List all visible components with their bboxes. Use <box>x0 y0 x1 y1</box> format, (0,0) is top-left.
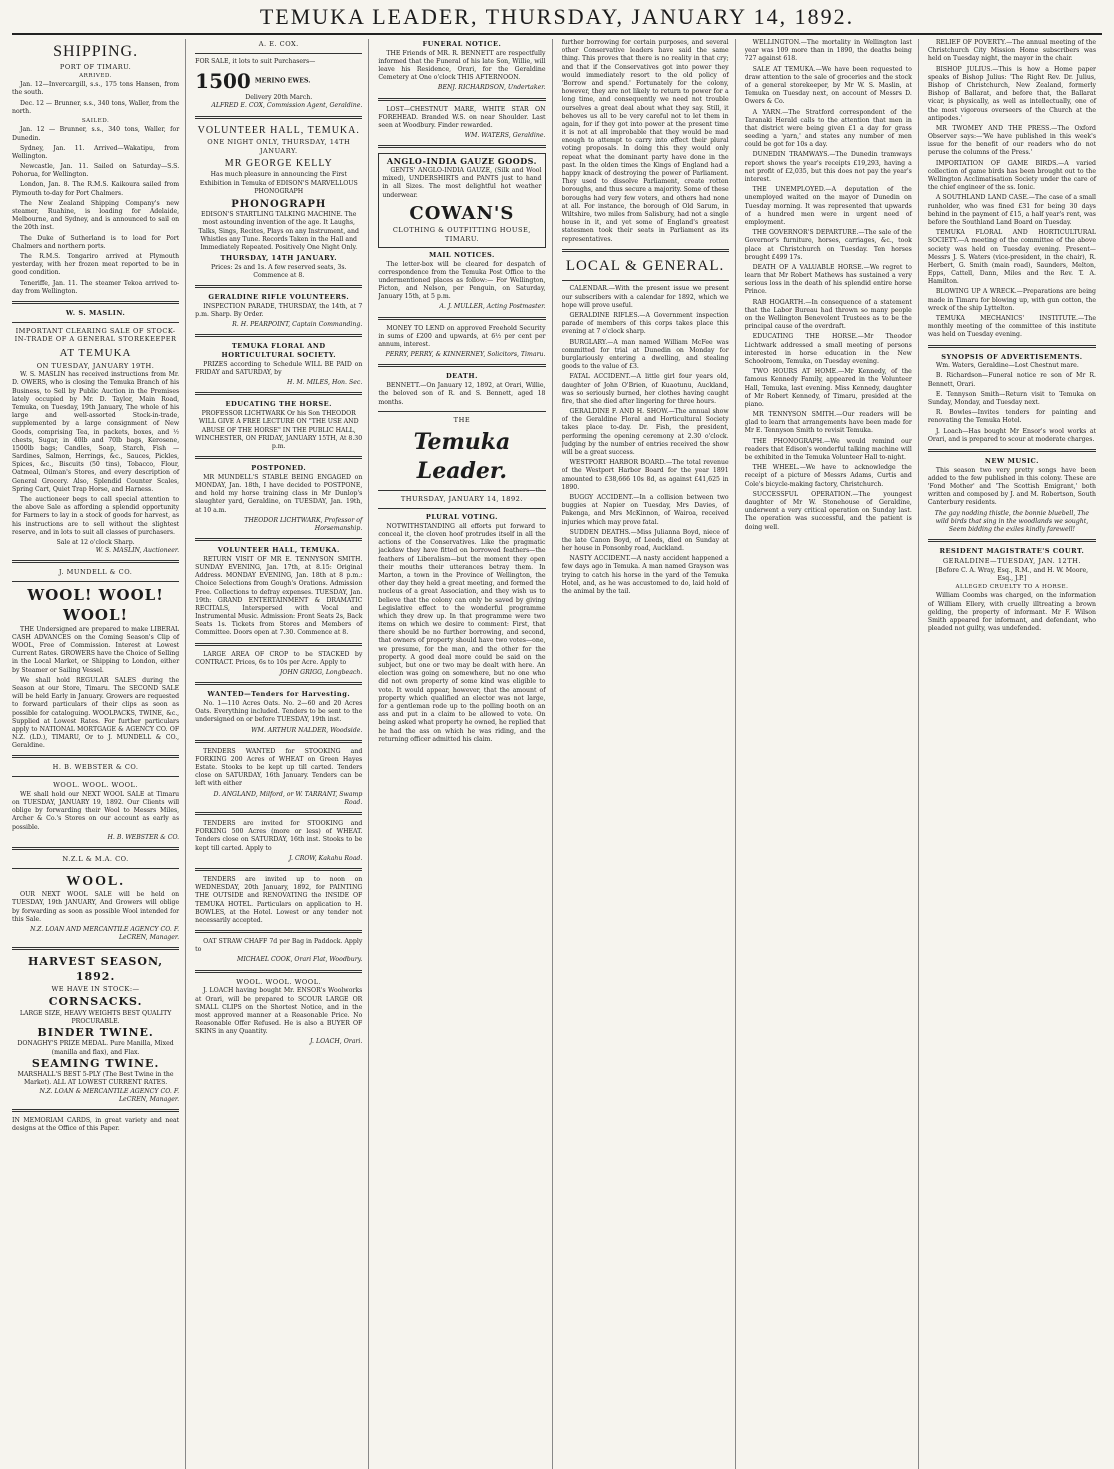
court-bench: [Before C. A. Wray, Esq., R.M., and H. W. Moore, Esq., J.P.] <box>935 566 1089 582</box>
the-label: THE <box>453 415 471 424</box>
column-6 <box>928 39 1102 1469</box>
news-item: GERALDINE RIFLES.—A Government inspection parade of members of this corps takes place this evening at 7 o'clock sharp. <box>561 312 729 336</box>
paper-date: THURSDAY, JANUARY 14, 1892. <box>400 495 523 504</box>
columns <box>12 39 1102 1469</box>
cox-offer <box>195 68 362 94</box>
phonograph-prices: Prices: 2s and 1s. A few reserved seats, 3s. Commence at 8. <box>210 263 347 280</box>
divider <box>378 317 545 320</box>
rifle-title: GERALDINE RIFLE VOLUNTEERS. <box>208 293 350 302</box>
money-body: MONEY TO LEND on approved Freehold Security in sums of £200 and upwards, at 6½ per cent per annum, interest. <box>378 324 546 349</box>
local-general-title: LOCAL & GENERAL. <box>565 257 725 274</box>
news-item: MR TWOMEY AND THE PRESS.—The Oxford Observer says:—'We have published in this week's issue for the benefit of our readers who do not peruse the columns of the Press.' <box>927 124 1096 157</box>
local-news-list-continued <box>745 39 912 532</box>
loach-body: J. LOACH having bought Mr. ENSOR's Woolworks at Orari, will be prepared to SCOUR LARGE OR SMALL CLIPS on the Shortest Notice, and in the most approved manner at a Reasonable Price. No Reasonable Offer Refused. He is also a BUYER OF SKINS in any Quantity. <box>195 987 363 1036</box>
divider <box>928 539 1096 542</box>
court-date: GERALDINE—TUESDAY, JAN. 12TH. <box>942 556 1081 565</box>
cox-body: FOR SALE, it lots to suit Purchasers— <box>195 57 316 65</box>
divider <box>195 682 362 685</box>
port-heading: PORT OF TIMARU. <box>59 63 132 72</box>
loach-signature: J. LOACH, Orari. <box>310 1038 363 1046</box>
news-item: IMPORTATION OF GAME BIRDS.—A varied collection of game birds has been brought out to the Wellington Acclimatisation Society under the care of the chief engineer of the ss. Ionic. <box>927 159 1096 192</box>
nzl-title: N.Z.L & M.A. CO. <box>62 854 129 863</box>
postponed-signature: THEODOR LICHTWARK, Professor of Horsemanship. <box>244 516 363 532</box>
divider <box>195 740 362 743</box>
phonograph-heading: PHONOGRAPH <box>231 199 327 210</box>
divider <box>195 812 362 815</box>
webster-wool: WOOL. WOOL. WOOL. <box>53 781 139 790</box>
loach-wool: WOOL. WOOL. WOOL. <box>236 977 322 986</box>
mundell-body: THE Undersigned are prepared to make LIBERAL CASH ADVANCES on the Coming Season's Clip of WOOL, Free of Commission. Interest at Lowest Current Rates. GROWERS have the Choice of Selling in the Local Market, or Shipping to London, either by Steamer or Sailing Vessel. <box>12 625 180 674</box>
cowans-name: COWAN'S <box>409 202 515 224</box>
synopsis-item: E. Tennyson Smith—Return visit to Temuka on Sunday, Monday, and Tuesday next. <box>927 390 1096 407</box>
maslin-date: ON TUESDAY, JANUARY 19TH. <box>36 361 155 370</box>
column-1 <box>12 39 186 1469</box>
masthead: TEMUKA LEADER, THURSDAY, JANUARY 14, 1892. <box>12 4 1102 35</box>
binder-heading: BINDER TWINE. <box>37 1025 154 1039</box>
paper-title: Temuka Leader. <box>413 429 511 485</box>
column-5 <box>745 39 919 1469</box>
divider <box>12 1109 179 1112</box>
sailed-label: SAILED. <box>81 117 110 124</box>
divider <box>195 970 362 973</box>
nzl-wool: WOOL. <box>66 873 125 889</box>
horse-body: PROFESSOR LICHTWARK Or his Son THEODOR WILL GIVE A FREE LECTURE ON "THE USE AND ABUSE OF THE HORSE" IN THE PUBLIC HALL, WINCHESTER, ON FRIDAY, JANUARY 15TH, At 8.30 p.m. <box>195 410 363 450</box>
news-item: GERALDINE F. AND H. SHOW.—The annual show of the Geraldine Floral and Horticultural Society takes place to-day. Dr. Fish, the president, performing the opening ceremony at 2.30 o'clock. Judging by the number of entries received the show will be a great success. <box>561 408 729 457</box>
news-item: SUDDEN DEATHS.—Miss Julianna Boyd, niece of the late Canon Boyd, of Leeds, died on Sunday at her house in Ponsonby road, Auckland. <box>561 528 729 553</box>
news-item: DUNEDIN TRAMWAYS.—The Dunedin tramways report shows the year's receipts £19,293, having a net profit of £2,035, but this does not pay the year's interest. <box>744 151 912 183</box>
news-item: A SOUTHLAND LAND CASE.—The case of a small runholder, who was fined £31 for being 30 days behind in the payment of £15, a half year's rent, was before the Southland Land Board on Tuesday. <box>927 194 1096 226</box>
cornsacks-desc: LARGE SIZE, HEAVY WEIGHTS BEST QUALITY PROCURABLE. <box>19 1009 172 1025</box>
harvest-tender-signature: WM. ARTHUR NALDER, Woodside. <box>251 726 363 734</box>
shipping-news-3: The R.M.S. Tongariro arrived at Plymouth yesterday, with her frozen meat reported to be in good condition. <box>12 252 180 277</box>
nzl-body: OUR NEXT WOOL SALE will be held on TUESDAY, 19th JANUARY, And Growers will oblige by forwarding as soon as possible Wool intended for this Sale. <box>12 891 180 923</box>
synopsis-item: B. Richardson—Funeral notice re son of Mr R. Bennett, Orari. <box>927 372 1096 388</box>
maslin-note: The auctioneer begs to call special attention to the above Sale as affording a splendid opportunity for Farmers to lay in a stock of goods for harvest, as his instructions are to sell without the slightest reserve, and in lots to suit all classes of purchasers. <box>12 496 180 536</box>
divider <box>378 411 545 412</box>
webster-body: WE shall hold our NEXT WOOL SALE at Timaru on TUESDAY, JANUARY 19, 1892. Our Clients will oblige by forwarding their Wool to Messrs Miles, Archer & Co.'s Stores on our account as early as possible. <box>12 790 180 831</box>
divider <box>12 947 179 950</box>
mail-body: The letter-box will be cleared for despatch of correspondence from the Temuka Post Office to the undermentioned places as follow:— For Wellington, Picton, and Nelson, per Penguin, on Saturday, January 15th, at 5 p.m. <box>378 260 546 301</box>
funeral-body: THE Friends of MR. R. BENNETT are respectfully informed that the Funeral of his late Son, Willie, will leave his Residence, Orari, for the Geraldine Cemetery at One o'clock THIS AFTERNOON. <box>378 49 546 82</box>
postponed-title: POSTPONED. <box>251 464 307 473</box>
volunteer-hall-sub: ONE NIGHT ONLY, THURSDAY, 14TH JANUARY. <box>207 137 351 155</box>
crop-body: LARGE AREA OF CROP to be STACKED by CONTRACT. Prices, 6s to 10s per Acre. Apply to <box>195 650 363 666</box>
phonograph-date: THURSDAY, 14TH JANUARY. <box>220 254 338 263</box>
divider <box>195 285 362 288</box>
news-item: EDUCATING THE HORSE.—Mr Theodor Lichtwark addressed a small meeting of persons interested in horse education in the New Schoolroom, Temuka, on Tuesday evening. <box>744 333 912 365</box>
cornsacks-heading: CORNSACKS. <box>48 995 143 1008</box>
news-item: SALE AT TEMUKA.—We have been requested to draw attention to the sale of groceries and the stock of a general storekeeper, by Mr W. S. Maslin, at Temuka on Tuesday next, on account of Messrs D. Owers & Co. <box>744 65 912 106</box>
divider <box>195 643 362 646</box>
column-4 <box>562 39 736 1469</box>
divider <box>195 538 362 541</box>
arrival-1: Jan. 12—Invercargill, s.s., 175 tons Hansen, from the south. <box>12 81 180 97</box>
oats-body: TENDERS are invited for STOOKING and FORKING 500 Acres (more or less) of WHEAT. Tenders close on SATURDAY, 16th inst. Stooks to be kept till carted. Apply to <box>195 820 363 852</box>
news-item: NASTY ACCIDENT.—A nasty accident happened a few days ago in Temuka. A man named Grayson was trying to catch his horse in the yard of the Temuka Hotel, and, as he was accustomed to do, laid hold of the animal by the tail. <box>561 555 729 596</box>
seaming-heading: SEAMING TWINE. <box>31 1056 160 1070</box>
shipping-news-1: The New Zealand Shipping Company's new steamer, Ruahine, is loading for Adelaide, Melbourne, and Sydney, and is announced to sail on the 20th inst. <box>12 199 180 232</box>
news-item: THE GOVERNOR'S DEPARTURE.—The sale of the Governor's furniture, horses, carriages, &c., took place at Christchurch on Tuesday. Ten horses brought £499 17s. <box>744 229 912 261</box>
death-body: BENNETT.—On January 12, 1892, at Orari, Willie, the beloved son of R. and S. Bennett, aged 18 months. <box>378 382 546 406</box>
cox-item: MERINO EWES. <box>254 77 311 85</box>
harvest-tender-body: No. 1—110 Acres Oats. No. 2—60 and 20 Acres Oats. Everything included. Tenders to be sent to the undersigned on or before TUESDAY, 19th inst. <box>195 699 363 724</box>
paint-body: TENDERS are invited up to noon on WEDNESDAY, 20th January, 1892, for PAINTING THE OUTSIDE and RENOVATING the INSIDE OF TEMUKA HOTEL. Particulars on application to H. BOWLES, at the Hotel. Lowest or any tender not necessarily accepted. <box>195 875 363 924</box>
cox-title: A. E. COX. <box>258 40 299 48</box>
divider <box>195 116 362 119</box>
funeral-title: FUNERAL NOTICE. <box>422 40 502 48</box>
cowans-sub: CLOTHING & OUTFITTING HOUSE, TIMARU. <box>392 226 531 244</box>
webster-signature: H. B. WEBSTER & CO. <box>107 833 180 841</box>
newcastle-news: Newcastle, Jan. 11. Sailed on Saturday—S.S. Pohorua, for Wellington. <box>12 163 180 179</box>
floral-signature: H. M. MILES, Hon. Sec. <box>286 379 363 387</box>
seaming-desc: MARSHALL'S BEST 5-PLY (The Best Twine in the Market). ALL AT LOWEST CURRENT RATES. <box>17 1071 174 1087</box>
shipping-title: SHIPPING. <box>53 43 139 60</box>
news-item: WELLINGTON.—The mortality in Wellington last year was 109 more than in 1890, the deaths being 727 against 618. <box>744 39 912 63</box>
divider <box>378 490 545 491</box>
divider <box>12 560 179 563</box>
divider <box>12 301 179 304</box>
mail-signature: A. J. MULLER, Acting Postmaster. <box>439 303 546 311</box>
news-item: FATAL ACCIDENT.—A little girl four years old, daughter of John O'Brien, of Kuaotunu, Auckland, was so seriously burned, her clothes having caught fire, that she died after lingering for three hours. <box>561 373 729 405</box>
volunteer-hall-title: VOLUNTEER HALL, TEMUKA. <box>197 124 360 136</box>
memoriam-ad: IN MEMORIAM CARDS, in great variety and neat designs at the Office of this Paper. <box>12 1117 180 1133</box>
news-item: DEATH OF A VALUABLE HORSE.—We regret to learn that Mr Robert Mathews has sustained a very serious loss in the death of his splendid entire horse Prince. <box>744 263 912 296</box>
music-verse: The gay nodding thistle, the bonnie bluebell, The wild birds that sing in the woodlands we sought, Seem bidding the exiles kindly farewell! <box>934 509 1090 533</box>
news-item: TEMUKA FLORAL AND HORTICULTURAL SOCIETY.—A meeting of the committee of the above society was held on Tuesday evening. Present—Messrs J. S. Waters (vice-president, in the chair), R. Herbert, G. Smith (main road), Saunders, Melton, Epps, Cattell, Dann, Miles and the Rev. T. A. Hamilton. <box>927 229 1096 286</box>
sydney-news: Sydney, Jan. 11. Arrived—Wakatipu, from Wellington. <box>12 144 180 160</box>
harvest-signature: N.Z. LOAN & MERCANTILE AGENCY CO. F. LeCREN, Manager. <box>39 1087 180 1103</box>
news-item: THE UNEMPLOYED.—A deputation of the unemployed waited on the mayor of Dunedin on Tuesday morning. It was represented that upwards of a hundred men were in urgent need of employment. <box>744 186 912 226</box>
lost-body: LOST—CHESTNUT MARE, WHITE STAR ON FOREHEAD. Branded W.S. on near Shoulder. Last seen at Woodbury. Finder rewarded. <box>378 105 546 130</box>
news-item: THE PHONOGRAPH.—We would remind our readers that Edison's wonderful talking machine will be exhibited in the Temuka Volunteer Hall to-night. <box>744 437 912 461</box>
divider <box>928 345 1096 348</box>
kelly-body: Has much pleasure in announcing the First Exhibition in Temuka of EDISON'S MARVELLOUS PHONOGRAPH <box>199 171 358 195</box>
death-title: DEATH. <box>445 372 478 381</box>
news-item: RAB HOGARTH.—In consequence of a statement that the Labor Bureau had thrown so many people on the Wellington Benevolent Trustees as to be the principal cause of the overdraft. <box>744 298 912 331</box>
divider <box>195 392 362 395</box>
synopsis-item: J. Loach—Has bought Mr Ensor's wool works at Orari, and is prepared to scour at moderate charges. <box>927 427 1096 443</box>
wool-headline: WOOL! WOOL! WOOL! <box>27 586 164 624</box>
divider <box>195 334 362 337</box>
oats-signature: J. CROW, Kakahu Road. <box>289 854 363 862</box>
funeral-signature: BENJ. RICHARDSON, Undertaker. <box>437 84 546 92</box>
tennyson-body: RETURN VISIT OF MR E. TENNYSON SMITH. SUNDAY EVENING, Jan. 17th, at 8.15: Original Address. MONDAY EVENING, Jan. 18th at 8 p.m.: Choice Selections from Gough's Orations. Admission Free. Collections to defray expenses. TUESDAY, Jan. 19th: GRAND ENTERTAINMENT & DRAMATIC RECITALS, Interspersed with Vocal and Instrumental Music. Admission: Front Seats 2s, Back Seats 1s. Tickets from Stores and Members of Committee. Doors open at 7.30. Commence at 8. <box>195 555 363 637</box>
maslin-time: Sale at 12 o'clock Sharp. <box>56 538 135 546</box>
lost-signature: WM. WATERS, Geraldine. <box>464 132 546 140</box>
synopsis-item: Wm. Waters, Geraldine—Lost Chestnut mare. <box>935 362 1079 370</box>
nzl-signature: N.Z. LOAN AND MERCANTILE AGENCY CO. F. LeCREN, Manager. <box>30 925 180 942</box>
news-item: TEMUKA MECHANICS' INSTITUTE.—The monthly meeting of the committee of this institute was held on Tuesday evening. <box>927 315 1096 339</box>
divider <box>12 755 179 758</box>
editorial-continued: further borrowing for certain purposes, and several other Conservative leaders have said the same thing. This proves that there is no reality in that cry; and that if the Conservatives got into power they would immediately resort to the old policy of 'Borrow and spend.' Fortunately for the colony, however, they are not likely to return to power for a long time, and consequently we need not trouble ourselves a great deal about what they say. Still, it behoves us all to be very careful not to let them in again, for if they got into power at the present time it is not at all improbable that they would be mad enough to attempt to carry into effect their plural voting proposals. In doing this they would only repeat what the dominant party have done in the past. In the olden times the Kings of England had a happy knack of destroying the power of Parliament. They used to dissolve Parliament, create rotten boroughs, and thus secure a majority. Some of these boroughs had very few voters, and others had none at all. For instance, the borough of Old Sarum, in Wiltshire, two miles from Salisbury, had not a single house in it, and yet some of England's greatest statesmen took their seats in Parliament as its representatives. <box>561 39 729 243</box>
divider <box>195 868 362 871</box>
maslin-title: W. S. MASLIN. <box>65 308 126 317</box>
harvest-sub: WE HAVE IN STOCK:— <box>51 985 140 994</box>
crop-signature: JOHN GRIGG, Longbeach. <box>279 669 363 677</box>
divider <box>12 322 179 323</box>
divider <box>928 449 1096 452</box>
rifle-signature: R. H. PEARPOINT, Captain Commanding. <box>232 321 363 329</box>
gauze-body: GENTS' ANGLO-INDIA GAUZE, (Silk and Wool mixed), UNDERSHIRTS and PANTS just to hand in all Sizes. The most delightful hot weather underwear. <box>382 166 542 199</box>
news-item: A YARN.—The Stratford correspondent of the Taranaki Herald calls to the attention that men in that district were being given £1 a day for grass seeding a 'yarn,' and states any number of men could be got for 10s a day. <box>744 108 912 149</box>
synopsis-title: SYNOPSIS OF ADVERTISEMENTS. <box>941 352 1083 361</box>
divider <box>562 249 729 252</box>
arrival-2: Dec. 12 — Brunner, s.s., 340 tons, Waller, from the north. <box>12 99 180 115</box>
news-item: MR TENNYSON SMITH.—Our readers will be glad to learn that arrangements have been made for Mr E. Tennyson Smith to revisit Temuka. <box>744 411 912 435</box>
divider <box>195 930 362 933</box>
maslin-body: W. S. MASLIN has received instructions from Mr. D. OWERS, who is closing the Temuka Branch of his Business, to Sell by Public Auction in the Premises lately occupied by Mr. D. Taylor, Main Road, Temuka, on Tuesday, 19th January, The whole of his large and well-assorted Stock-in-trade, supplemented by a large consignment of New Goods, comprising Tea, in packets, boxes, and ½ chests, Sugar, in 40lb and 70lb bags, Kerosene, 1500lb bags; Candles, Soap, Starch, Fish — Sardines, Salmon, Herrings, &c., Sauces, Pickles, Spices, &c., Biscuits (50 tins), Tobacco, Flour, Oatmeal, Oilman's Stores, and every description of General Grocery. Also, Splendid Counter Scales, Spring Cart, Quiet Trap Horse, and Harness. <box>12 371 180 493</box>
synopsis-list <box>928 362 1096 444</box>
news-item: BURGLARY.—A man named William McFee was committed for trial at Dunedin on Monday for burglariously entering a dwelling, and stealing goods to the value of £3. <box>561 338 729 371</box>
divider <box>12 776 179 777</box>
local-news-list-final <box>928 39 1096 340</box>
arrived-label: ARRIVED. <box>79 72 112 79</box>
column-2 <box>195 39 369 1469</box>
court-body: William Coombs was charged, on the information of William Ellery, with cruelly illtreating a brown gelding, the property of informant. Mr F. Wilson Smith appeared for informant, and defendant, who pleaded not guilty, was undefended. <box>927 592 1096 633</box>
divider <box>195 456 362 459</box>
binder-desc: DONAGHY'S PRIZE MEDAL. Pure Manilla, Mixed (manilla and flax), and Flax. <box>17 1040 174 1056</box>
mundell-title: J. MUNDELL & CO. <box>58 568 133 577</box>
divider <box>12 868 179 869</box>
mail-title: MAIL NOTICES. <box>429 250 495 259</box>
cox-signature: ALFRED E. COX, Commission Agent, Geraldine. <box>211 102 363 110</box>
tennyson-title: VOLUNTEER HALL, TEMUKA. <box>217 546 340 555</box>
news-item: CALENDAR.—With the present issue we present our subscribers with a calendar for 1892, which we hope will prove useful. <box>561 285 729 309</box>
column-3 <box>378 39 552 1469</box>
mundell-body-2: We shall hold REGULAR SALES during the Season at our Store, Timaru. The SECOND SALE will be held Early in January. Growers are requested to forward particulars of their clips as soon as possible for cataloguing. WOOLPACKS, TWINE, &c., Supplied at Lowest Rates. For further particulars apply to NATIONAL MORTGAGE & AGENCY CO. OF N.Z. (LD.), TIMARU, Or to J. MUNDELL & CO., Geraldine. <box>12 676 180 750</box>
plural-voting-title: PLURAL VOTING. <box>425 513 498 522</box>
harvest-title: HARVEST SEASON, 1892. <box>28 955 164 983</box>
music-title: NEW MUSIC. <box>984 456 1039 465</box>
straw-body: OAT STRAW CHAFF 7d per Bag in Paddock. Apply to <box>195 938 363 954</box>
synopsis-item: R. Bowles—Invites tenders for painting and renovating the Temuka Hotel. <box>927 409 1096 425</box>
straw-signature: MICHAEL COOK, Orari Flat, Woodbury. <box>237 956 363 964</box>
news-item: BISHOP JULIUS.—This is how a Home paper speaks of Bishop Julius: 'The Right Rev. Dr. Julius, Bishop of Christchurch, New Zealand, formerly Bishop of Ballarat, and before that, the Ballarat vicar, is physically, as well as intellectually, one of the most vigorous overseers of the Church at the antipodes.' <box>927 65 1096 122</box>
news-item: BUGGY ACCIDENT.—In a collision between two buggies at Napier on Tuesday, Mrs Davies, of Pakenga, and Mrs McKinnon, of Wairoa, received injuries which may prove fatal. <box>561 493 729 526</box>
phonograph-desc: EDISON'S STARTLING TALKING MACHINE. The most astounding invention of the age. It Laughs, Talks, Sings, Recites, Plays on any Instrument, and Whistles any Tune. Records Taken in the Hall and Immediately Repeated. Positively One Night Only. <box>198 211 359 251</box>
court-case: ALLEGED CRUELTY TO A HORSE. <box>955 583 1069 590</box>
news-item: RELIEF OF POVERTY.—The annual meeting of the Christchurch City Mission Home subscribers was held on Tuesday night, the mayor in the chair. <box>927 39 1096 63</box>
news-item: BLOWING UP A WRECK.—Preparations are being made in Timaru for blowing up, with gun cotton, the wreck of the ship Lyttelton. <box>927 288 1096 312</box>
stooking-body: TENDERS WANTED for STOOKING and FORKING 200 Acres of WHEAT on Green Hayes Estate. Stooks to be kept up till carted. Tenders close on SATURDAY, 16th January. Tenders can be left with either <box>195 747 363 788</box>
divider <box>195 53 362 54</box>
gauze-title: ANGLO-INDIA GAUZE GOODS. <box>386 156 537 167</box>
news-item: SUCCESSFUL OPERATION.—The youngest daughter of Mr W. Stonehouse of Geraldine, underwent a very critical operation on Sunday last. The operation was successful, and the patient is doing well. <box>744 490 912 531</box>
harvest-tender-title: WANTED—Tenders for Harvesting. <box>207 690 351 699</box>
cowans-ad <box>378 153 545 247</box>
floral-body: PRIZES according to Schedule WILL BE PAID on FRIDAY and SATURDAY, by <box>195 360 363 377</box>
divider <box>562 280 729 281</box>
music-body: This season two very pretty songs have been added to the few published in this colony. These are 'Fond Mother' and 'The Scottish Emigrant,' both written and composed by J. and M. Robertson, South Canterbury residents. <box>927 466 1096 507</box>
divider <box>378 508 545 509</box>
teneriffe-news: Teneriffe, Jan. 11. The steamer Tekoa arrived to-day from Wellington. <box>12 279 180 295</box>
horse-title: EDUCATING THE HORSE. <box>225 400 332 409</box>
news-item: THE WHEEL.—We have to acknowledge the receipt of a picture of Messrs Adams, Curtis and Cole's bicycle-making factory, Christchurch. <box>744 464 912 488</box>
london-news: London, Jan. 8. The R.M.S. Kaikoura sailed from Plymouth to-day for Port Chalmers. <box>12 181 180 197</box>
news-item: TWO HOURS AT HOME.—Mr Kennedy, of the famous Kennedy Family, appeared in the Volunteer Hall, Temuka, last evening. Miss Kennedy, daughter of Mr Robert Kennedy, of Timaru, presided at the piano. <box>744 368 912 408</box>
cox-date: Delivery 20th March. <box>245 94 313 102</box>
stooking-signature: D. ANGLAND, Milford, or W. TARRANT, Swamp Road. <box>213 790 363 806</box>
divider <box>378 364 545 367</box>
maslin-place: AT TEMUKA <box>59 346 132 359</box>
local-news-list <box>562 285 729 596</box>
maslin-sale: IMPORTANT CLEARING SALE OF STOCK-IN-TRADE OF A GENERAL STOREKEEPER <box>14 326 177 344</box>
cox-number: 1500 <box>195 68 251 93</box>
divider <box>378 145 545 148</box>
postponed-body: MR MUNDELL'S STABLE BEING ENGAGED on MONDAY, Jan. 18th, I have decided to POSTPONE, and hold my horse training class in Mr Dunlop's slaughter yard, Geraldine, on TUESDAY, Jan. 19th, at 10 a.m. <box>195 473 363 514</box>
sailing-1: Jan. 12 — Brunner, s.s., 340 tons, Waller, for Dunedin. <box>12 126 180 142</box>
court-title: RESIDENT MAGISTRATE'S COURT. <box>939 547 1085 556</box>
divider <box>12 581 179 582</box>
plural-voting-body: NOTWITHSTANDING all efforts put forward to conceal it, the cloven hoof protrudes itself in all the actions of the Conservatives. Like the pragmatic jackdaw they have fitted on borrowed feathers—the feathers of Liberalism—but the moment they open their mouths their utterances betray them. In Marton, a town in the Province of Wellington, the other day they held a great meeting, and formed the nucleus of a great Association, and they wish us to believe that the colony can only be saved by giving Legislative effect to the wonderful programme which they drew up. In that programme were two items on which we desire to comment: First, that there should be no further borrowing, and second, that owners of property should have two votes—one, we presume, for the man, and the other for the property. A good deal more could be said on the subject, but one or two may be dealt with here. An election was going on somewhere, but no one who did not own property of some kind was eligible to vote. It would appear, however, that the amount of property which qualified an elector was not large, for a gentleman rode up to the polling booth on an ass and put in a claim to be allowed to vote. On being asked what property he owned, he replied that he had the ass on which he was riding, and the returning officer admitted his claim. <box>378 522 546 743</box>
floral-title: TEMUKA FLORAL AND HORTICULTURAL SOCIETY. <box>221 342 337 360</box>
shipping-news-2: The Duke of Sutherland is to load for Port Chalmers and northern ports. <box>12 234 180 250</box>
divider <box>378 98 545 101</box>
divider <box>12 847 179 850</box>
kelly-name: MR GEORGE KELLY <box>224 158 333 170</box>
rifle-body: INSPECTION PARADE, THURSDAY, the 14th, at 7 p.m. Sharp. By Order. <box>195 302 363 319</box>
webster-title: H. B. WEBSTER & CO. <box>52 763 139 772</box>
news-item: WESTPORT HARBOR BOARD.—The total revenue of the Westport Harbor Board for the year 1891 amounted to £38,666 10s 8d, as against £41,625 in 1890. <box>561 459 729 491</box>
money-signature: PERRY, PERRY, & KINNERNEY, Solicitors, Timaru. <box>385 351 546 359</box>
maslin-signature: W. S. MASLIN, Auctioneer. <box>95 547 180 555</box>
